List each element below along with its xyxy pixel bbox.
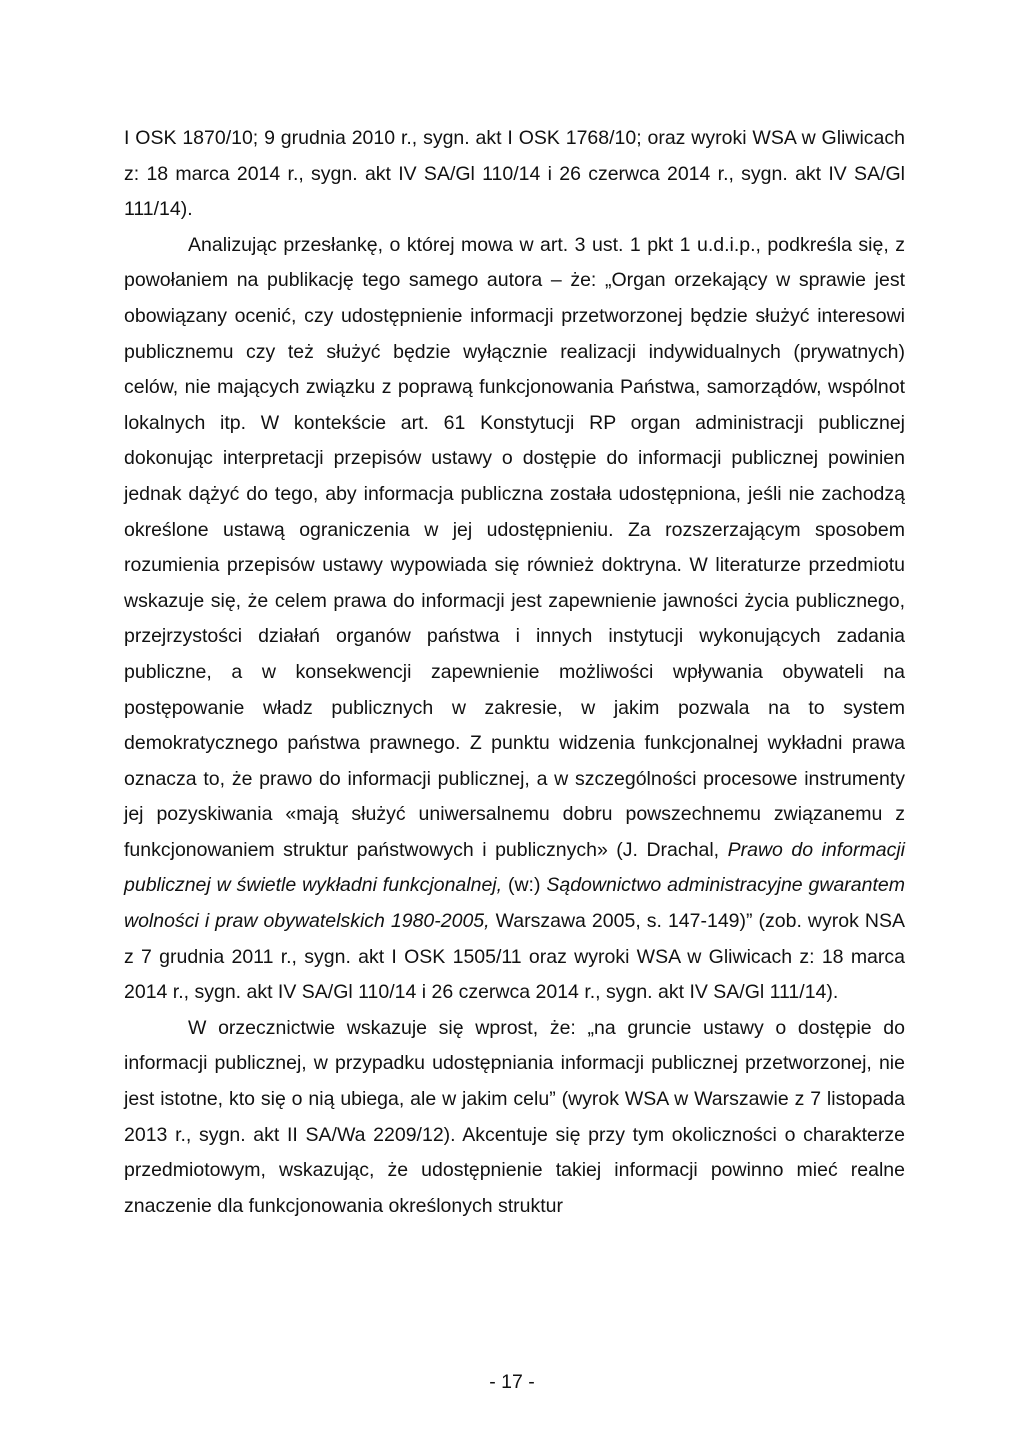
document-body [124,121,905,1224]
paragraph-2-text: Analizując przesłankę, o której mowa w art. 3 ust. 1 pkt 1 u.d.i.p., podkreśla się, z powołaniem na publikację tego samego autora – że: „Organ orzekający w sprawie jest obowiązany ocenić, czy udostępnienie informacji przetworzonej będzie służyć interesowi publicznemu czy też służyć będzie wyłącznie realizacji indywidualnych (prywatnych) celów, nie mających związku z poprawą funkcjonowania Państwa, samorządów, wspólnot lokalnych itp. W kontekście art. 61 Konstytucji RP organ administracji publicznej dokonując interpretacji przepisów ustawy o dostępie do informacji publicznej powinien jednak dążyć do tego, aby informacja publiczna została udostępniona, jeśli nie zachodzą określone ustawą ograniczenia w jej udostępnieniu. Za rozszerzającym sposobem rozumienia przepisów ustawy wypowiada się również doktryna. W literaturze przedmiotu wskazuje się, że celem prawa do informacji jest zapewnienie jawności życia publicznego, przejrzystości działań organów państwa i innych instytucji wykonujących zadania publiczne, a w konsekwencji zapewnienie możliwości wpływania obywateli na postępowanie władz publicznych w zakresie, w jakim pozwala na to system demokratycznego państwa prawnego. Z punktu widzenia funkcjonalnej wykładni prawa oznacza to, że prawo do informacji publicznej, a w szczególności procesowe instrumenty jej pozyskiwania «mają służyć uniwersalnemu dobru powszechnemu związanemu z funkcjonowaniem struktur państwowych i publicznych» (J. Drachal, [124,233,905,861]
paragraph-2-text: Warszawa 2005, s. 147-149)” (zob. wyrok NSA z 7 grudnia 2011 r., sygn. akt I OSK 1505/11 oraz wyroki WSA w Gliwicach z: 18 marca 2014 r., sygn. akt IV SA/Gl 110/14 i 26 czerwca 2014 r., sygn. akt IV SA/Gl 111/14). [124,910,905,1004]
cited-collection-italic: Sądownictwo administracyjne gwarantem wolności i praw obywatelskich 1980-2005, [124,874,905,933]
page-number: - 17 - [489,1371,535,1393]
paragraph-2 [124,228,905,1011]
paragraph-2-text: (w:) [502,874,547,897]
paragraph-3 [124,1011,905,1225]
cited-title-italic: Prawo do informacji publicznej w świetle wykładni funkcjonalnej, [124,838,905,897]
paragraph-3-text: W orzecznictwie wskazuje się wprost, że: „na gruncie ustawy o dostępie do informacji publicznej, w przypadku udostępniania informacji publicznej przetworzonej, nie jest istotne, kto się o nią ubiega, ale w jakim celu” (wyrok WSA w Warszawie z 7 listopada 2013 r., sygn. akt II SA/Wa 2209/12). Akcentuje się przy tym okoliczności o charakterze przedmiotowym, wskazując, że udostępnienie takiej informacji powinno mieć realne znaczenie dla funkcjonowania określonych struktur [124,1016,905,1217]
paragraph-1 [124,121,905,228]
paragraph-1-text: I OSK 1870/10; 9 grudnia 2010 r., sygn. akt I OSK 1768/10; oraz wyroki WSA w Gliwicach z: 18 marca 2014 r., sygn. akt IV SA/Gl 110/14 i 26 czerwca 2014 r., sygn. akt IV SA/Gl 111/14). [124,127,905,221]
